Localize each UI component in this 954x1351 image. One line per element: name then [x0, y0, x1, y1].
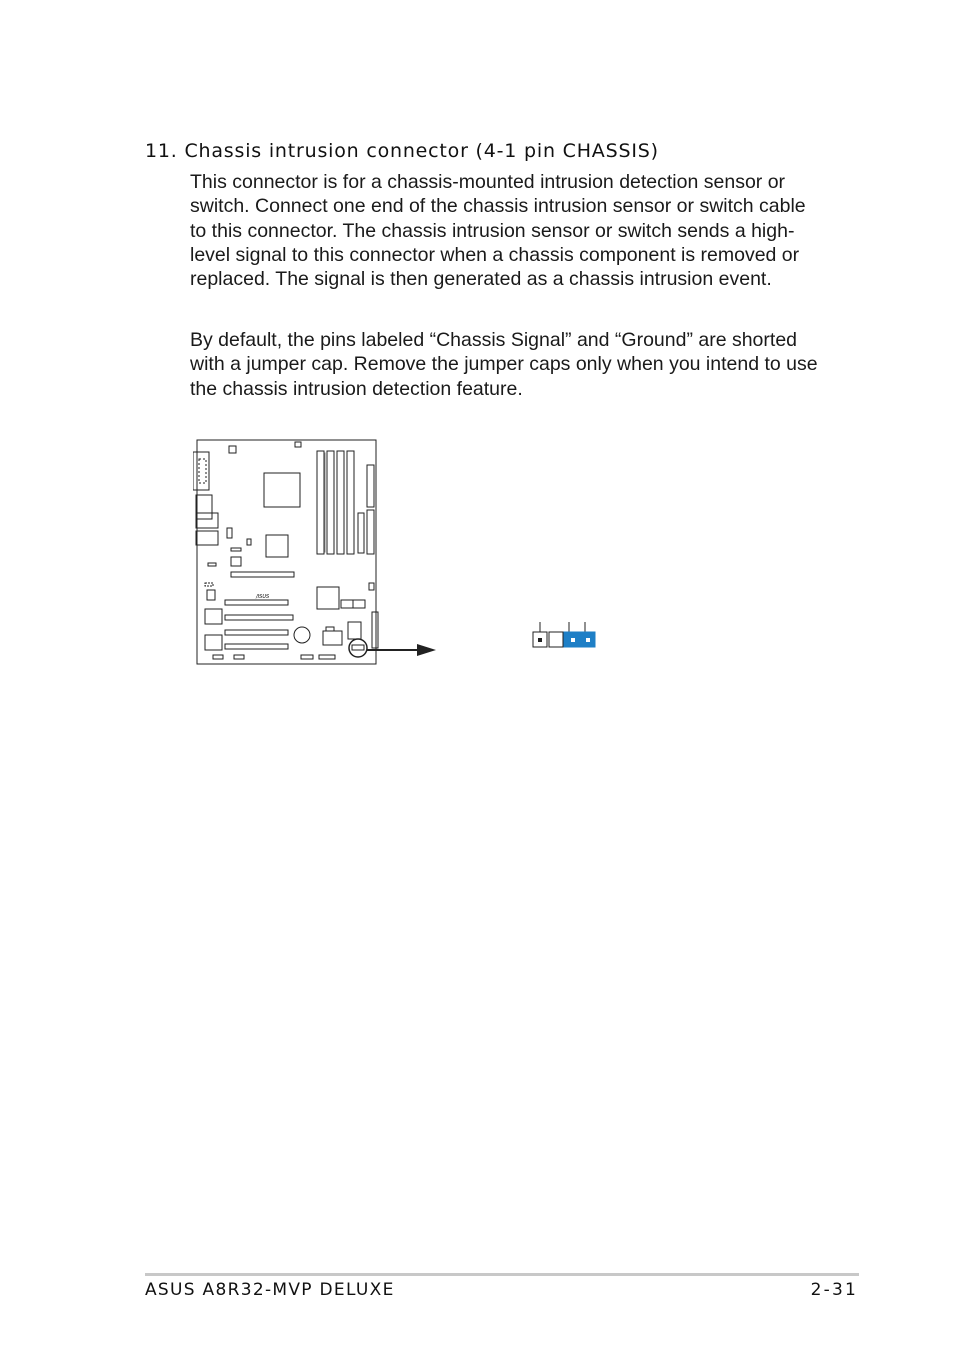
pci-slot	[225, 630, 288, 635]
pci-slot	[225, 615, 293, 620]
dimm-slot	[317, 451, 324, 554]
northbridge	[266, 535, 288, 557]
southbridge	[317, 587, 339, 609]
pin-removed-position	[549, 632, 563, 647]
jumper-cap	[564, 632, 595, 647]
callout-arrow-head	[417, 644, 436, 656]
footer-page-number: 2-31	[810, 1280, 858, 1300]
description-paragraph: This connector is for a chassis-mounted intrusion detection sensor or switch. Connect one end of the chassis intrusion sensor or switch cable to this connector. The chassis intrusion sensor or switch sends a high-level signal to this connector when a chassis component is removed or replaced. The signal is then generated as a chassis intrusion event.	[190, 171, 806, 291]
battery	[294, 627, 310, 643]
default-setting-paragraph: By default, the pins labeled “Chassis Signal” and “Ground” are shorted with a jumper cap. Remove the jumper caps only when you intend to use the chassis intrusion detection feature.	[190, 329, 818, 400]
board-logo: /ISUS	[256, 594, 270, 600]
dimm-slot	[337, 451, 344, 554]
pcie-slot	[231, 572, 294, 577]
cpu-socket	[264, 473, 300, 507]
dimm-slot	[347, 451, 354, 554]
chassis-pin-header-diagram	[528, 620, 600, 652]
footer-divider	[145, 1273, 859, 1276]
pci-slot	[225, 644, 288, 649]
motherboard-layout-diagram	[193, 437, 443, 669]
pcie-slot	[225, 600, 288, 605]
footer-product-name: ASUS A8R32-MVP DELUXE	[145, 1280, 395, 1300]
section-heading: 11. Chassis intrusion connector (4-1 pin CHASSIS)	[145, 140, 659, 162]
dimm-slot	[327, 451, 334, 554]
